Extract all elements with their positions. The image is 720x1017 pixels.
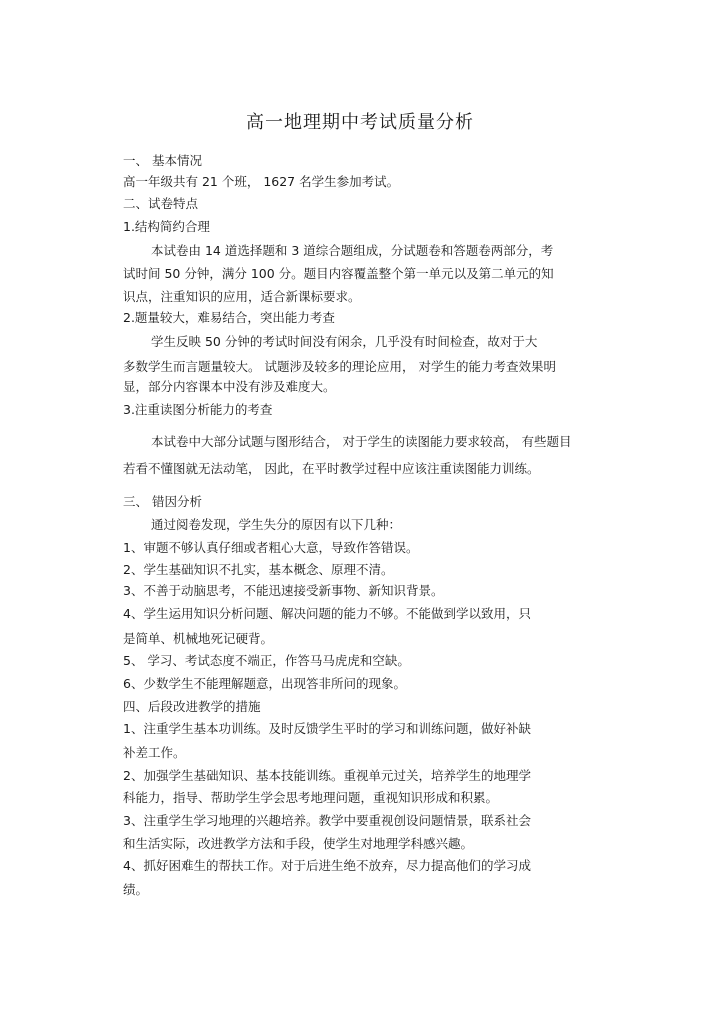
subheading-map-reading: 3.注重读图分析能力的考查 [123, 402, 273, 417]
heading-paper-features: 二、试卷特点 [123, 196, 199, 211]
heading-improvement-measures: 四、后段改进教学的措施 [123, 699, 261, 714]
list-item: 1、审题不够认真仔细或者粗心大意，导致作答错误。 [123, 540, 419, 555]
list-item-continuation: 科能力，指导、帮助学生学会思考地理问题，重视知识形成和积累。 [123, 790, 499, 805]
paragraph-line: 显，部分内容课本中没有涉及难度大。 [123, 379, 336, 394]
document-title: 高一地理期中考试质量分析 [246, 112, 474, 133]
paragraph-line: 学生反映 50 分钟的考试时间没有闲余，几乎没有时间检查，故对于大 [151, 334, 538, 349]
heading-basic-info: 一、 基本情况 [123, 153, 202, 168]
paragraph-line: 多数学生而言题量较大。 试题涉及较多的理论应用， 对学生的能力考查效果明 [123, 359, 556, 374]
list-item: 2、学生基础知识不扎实，基本概念、原理不清。 [123, 562, 394, 577]
heading-error-analysis: 三、 错因分析 [123, 494, 202, 509]
list-item: 3、注重学生学习地理的兴趣培养。教学中要重视创设问题情景，联系社会 [123, 813, 531, 828]
paragraph-line: 通过阅卷发现，学生失分的原因有以下几种： [151, 517, 402, 532]
list-item: 5、 学习、考试态度不端正，作答马马虎虎和空缺。 [123, 653, 410, 668]
list-item: 4、抓好困难生的帮扶工作。对于后进生绝不放弃，尽力提高他们的学习成 [123, 858, 531, 873]
paragraph-line: 试时间 50 分钟，满分 100 分。题目内容覆盖整个第一单元以及第二单元的知 [123, 266, 554, 281]
paragraph-line: 若看不懂图就无法动笔， 因此，在平时教学过程中应该注重读图能力训练。 [123, 461, 540, 476]
list-item: 2、加强学生基础知识、基本技能训练。重视单元过关，培养学生的地理学 [123, 768, 531, 783]
paragraph-line: 本试卷由 14 道选择题和 3 道综合题组成，分试题卷和答题卷两部分，考 [151, 243, 554, 258]
paragraph-line: 高一年级共有 21 个班， 1627 名学生参加考试。 [123, 174, 400, 189]
list-item: 3、不善于动脑思考，不能迅速接受新事物、新知识背景。 [123, 583, 444, 598]
subheading-question-load: 2.题量较大，难易结合，突出能力考查 [123, 310, 335, 325]
paragraph-line: 识点，注重知识的应用，适合新课标要求。 [123, 289, 361, 304]
list-item-continuation: 是简单、机械地死记硬背。 [123, 631, 274, 646]
list-item: 1、注重学生基本功训练。及时反馈学生平时的学习和训练问题，做好补缺 [123, 721, 531, 736]
list-item-continuation: 补差工作。 [123, 745, 186, 760]
list-item-continuation: 和生活实际，改进教学方法和手段，使学生对地理学科感兴趣。 [123, 836, 474, 851]
list-item: 6、少数学生不能理解题意，出现答非所问的现象。 [123, 676, 406, 691]
list-item: 4、学生运用知识分析问题、解决问题的能力不够。不能做到学以致用，只 [123, 606, 531, 621]
list-item-continuation: 绩。 [123, 882, 149, 897]
paragraph-line: 本试卷中大部分试题与图形结合， 对于学生的读图能力要求较高， 有些题目 [151, 434, 572, 449]
subheading-structure: 1.结构简约合理 [123, 219, 210, 234]
